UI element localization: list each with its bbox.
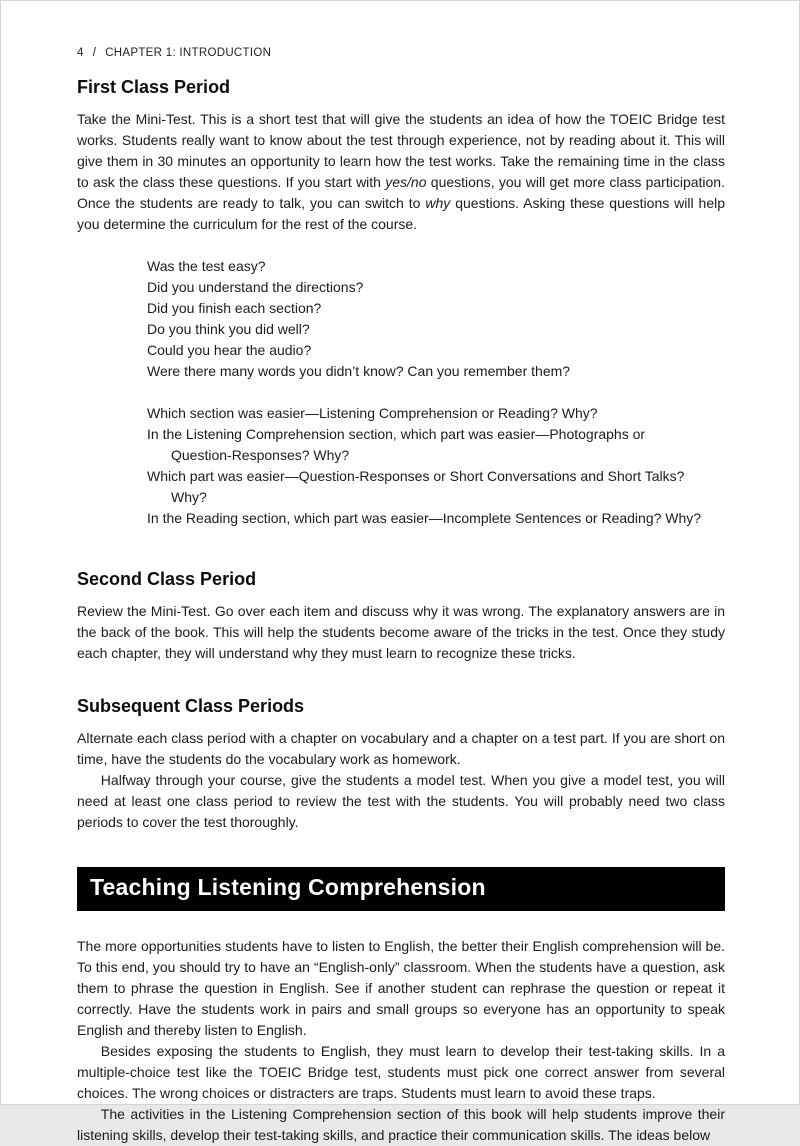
intro-italic-why: why: [425, 195, 451, 211]
intro-text: questions. Asking these questions will help you determine the curriculum for the rest of the course.: [77, 195, 725, 232]
teaching-paragraph-1: The more opportunities students have to listen to English, the better their English comprehension will be. To this end, you should try to have an “English-only” classroom. When the students have a question, ask them to phrase the question in English. See if another student can rephrase the question or repeat it correctly. Have the students work in pairs and small groups so everyone has an opportunity to speak English and thereby listen to English.: [77, 938, 725, 1038]
chapter-title: CHAPTER 1: INTRODUCTION: [105, 47, 272, 59]
first-class-intro-paragraph: [77, 109, 725, 235]
intro-italic-yes-no: yes/no: [385, 174, 427, 190]
heading-first-class-period: First Class Period: [77, 77, 231, 97]
question-line-continuation: Why?: [171, 489, 207, 505]
list-gap: [147, 382, 725, 403]
page-number: 4: [77, 47, 84, 59]
running-head: [77, 47, 725, 59]
question-line: Could you hear the audio?: [147, 342, 312, 358]
intro-text: Take the Mini-Test. This is a short test that will give the students an idea of how the TOEIC Bridge test works. Students really want to know about the test through experience, not by reading about it. This will give them in 30 minutes an opportunity to learn how the test works. Take the remaining time in the class to ask the class these questions. If you start with: [77, 111, 725, 190]
heading-second-class-period: Second Class Period: [77, 569, 257, 589]
subsequent-paragraph-2: Halfway through your course, give the students a model test. When you give a model test, you will need at least one class period to review the test with the students. You will probably need two class periods to cover the test thoroughly.: [77, 772, 725, 830]
question-line: Which part was easier—Question-Responses or Short Conversations and Short Talks?: [147, 468, 685, 484]
question-line: Did you understand the directions?: [147, 279, 364, 295]
teaching-paragraph-2: Besides exposing the students to English, they must learn to develop their test-taking skills. In a multiple-choice test like the TOEIC Bridge test, students must pick one correct answer from several choices. The wrong choices or distracters are traps. Students must learn to avoid these traps.: [77, 1043, 725, 1101]
banner-teaching-listening-comprehension: Teaching Listening Comprehension: [77, 867, 725, 911]
question-line: In the Reading section, which part was easier—Incomplete Sentences or Reading? Why?: [147, 510, 702, 526]
question-line: In the Listening Comprehension section, which part was easier—Photographs or: [147, 426, 646, 442]
question-line: Were there many words you didn’t know? Can you remember them?: [147, 363, 571, 379]
intro-text: questions, you will get more class participation. Once the students are ready to talk, you can switch to: [77, 174, 725, 211]
running-head-divider: /: [92, 47, 97, 59]
second-class-paragraph: Review the Mini-Test. Go over each item and discuss why it was wrong. The explanatory answers are in the back of the book. This will help the students become aware of the tricks in the test. Once they study each chapter, they will understand why they must learn to recognize these tricks.: [77, 603, 725, 661]
teaching-paragraph-3: The activities in the Listening Comprehension section of this book will help students improve their listening skills, develop their test-taking skills, and practice their communication skills. The ideas below: [77, 1106, 725, 1143]
question-line: Do you think you did well?: [147, 321, 310, 337]
subsequent-paragraph-1: Alternate each class period with a chapter on vocabulary and a chapter on a test part. If you are short on time, have the students do the vocabulary work as homework.: [77, 730, 725, 767]
question-list-1: [147, 256, 725, 529]
question-line: Did you finish each section?: [147, 300, 322, 316]
question-line-continuation: Question-Responses? Why?: [171, 447, 350, 463]
question-line: Was the test easy?: [147, 258, 266, 274]
question-line: Which section was easier—Listening Comprehension or Reading? Why?: [147, 405, 598, 421]
heading-subsequent-class-periods: Subsequent Class Periods: [77, 696, 305, 716]
